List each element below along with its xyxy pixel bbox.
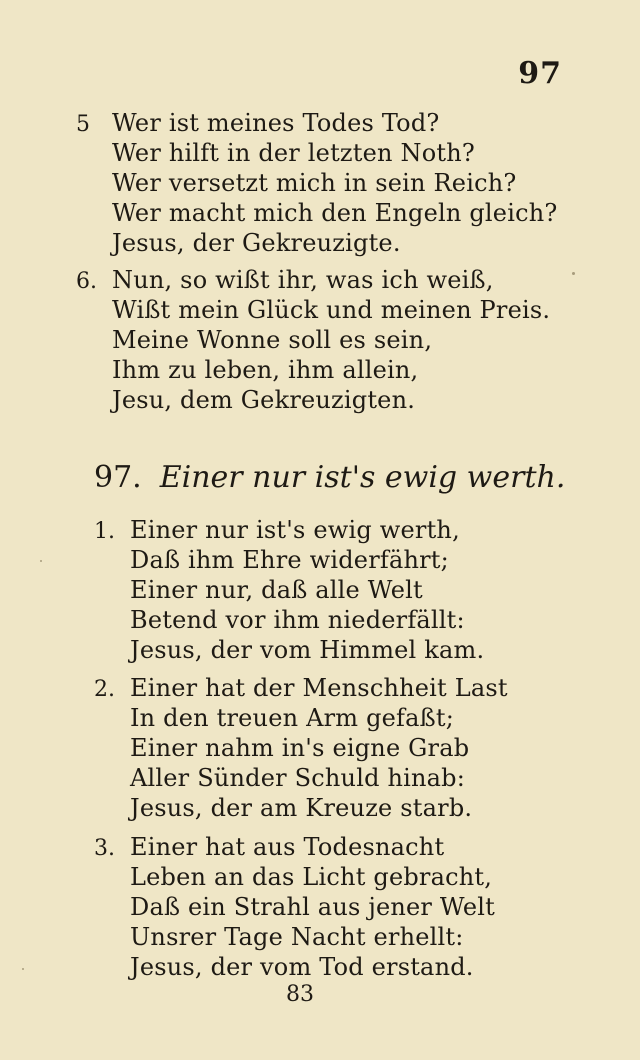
verse-line: Einer hat der Menschheit Last	[130, 674, 508, 702]
paper-speck	[22, 968, 24, 970]
verse-line: Nun, so wißt ihr, was ich weiß,	[112, 266, 494, 294]
verse-line: Jesus, der vom Tod erstand.	[130, 953, 474, 981]
page-number-bottom: 83	[286, 982, 314, 1007]
verse-line: Betend vor ihm niederfällt:	[130, 606, 465, 634]
verse-line: Unsrer Tage Nacht erhellt:	[130, 923, 464, 951]
verse-line: Leben an das Licht gebracht,	[130, 863, 493, 891]
verse-line: Einer hat aus Todesnacht	[130, 833, 445, 861]
verse-line: Jesus, der Gekreuzigte.	[112, 229, 401, 257]
verse-number: 2.	[94, 677, 115, 702]
verse-line: Wer versetzt mich in sein Reich?	[112, 169, 517, 197]
verse-number: 6.	[76, 269, 97, 294]
verse-line: Einer nahm in's eigne Grab	[130, 734, 470, 762]
verse-line: Jesus, der vom Himmel kam.	[130, 636, 485, 664]
verse-line: Wer hilft in der letzten Noth?	[112, 139, 475, 167]
verse-line: Wer macht mich den Engeln gleich?	[112, 199, 558, 227]
hymn-title-text: Einer nur ist's ewig werth.	[159, 460, 566, 495]
verse-line: Einer nur ist's ewig werth,	[130, 516, 460, 544]
verse-line: Einer nur, daß alle Welt	[130, 576, 423, 604]
verse-line: Wer ist meines Todes Tod?	[112, 109, 440, 137]
verse-line: Jesus, der am Kreuze starb.	[130, 794, 473, 822]
paper-speck	[40, 560, 42, 562]
verse-line: Aller Sünder Schuld hinab:	[130, 764, 466, 792]
verse-number: 5	[76, 112, 90, 137]
verse-line: Ihm zu leben, ihm allein,	[112, 356, 419, 384]
verse-line: Daß ihm Ehre widerfährt;	[130, 546, 449, 574]
verse-number: 3.	[94, 836, 115, 861]
hymn-number: 97.	[94, 460, 142, 495]
verse-line: Daß ein Strahl aus jener Welt	[130, 893, 495, 921]
page-number-top: 97	[518, 56, 562, 91]
verse-line: Jesu, dem Gekreuzigten.	[112, 386, 416, 414]
verse-number: 1.	[94, 519, 115, 544]
verse-line: Wißt mein Glück und meinen Preis.	[112, 296, 551, 324]
verse-line: In den treuen Arm gefaßt;	[130, 704, 454, 732]
paper-speck	[572, 272, 575, 275]
hymn-title	[94, 458, 565, 498]
verse-line: Meine Wonne soll es sein,	[112, 326, 433, 354]
